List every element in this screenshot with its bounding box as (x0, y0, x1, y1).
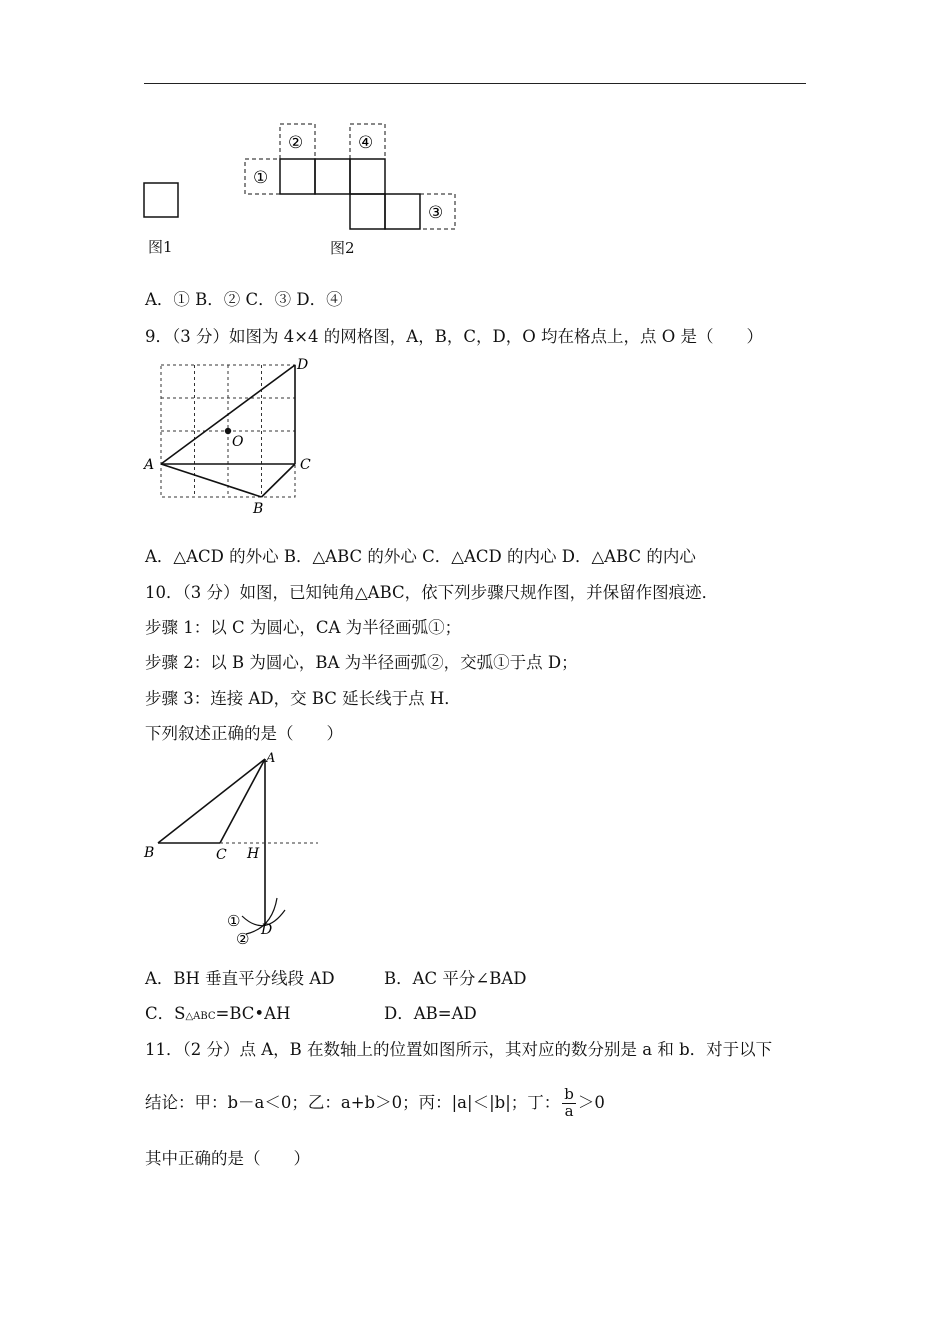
label-A: A (266, 751, 276, 766)
q10-option-c: C．S△ABC=BC•AH (145, 1004, 291, 1023)
label-A: A (144, 457, 155, 473)
q10-step2: 步骤 2：以 B 为圆心，BA 为半径画弧②，交弧①于点 D； (145, 653, 578, 672)
label-arc1: ① (227, 912, 241, 930)
area-subscript: △ABC (185, 1011, 216, 1022)
q10-option-d: D．AB=AD (384, 1004, 477, 1023)
q11-ask: 其中正确的是（ ） (145, 1149, 310, 1168)
q10-construction-figure (138, 748, 328, 953)
q11-stem: 11．（2 分）点 A，B 在数轴上的位置如图所示，其对应的数分别是 a 和 b．对于以下 (145, 1040, 773, 1059)
q9-options: A．△ACD 的外心 B．△ABC 的外心 C．△ACD 的内心 D．△ABC 的内心 (145, 547, 696, 566)
q10-option-b: B．AC 平分∠BAD (384, 969, 527, 988)
fig1-square (144, 183, 178, 217)
cube-net-figure (130, 115, 470, 265)
q8-options: A．① B．② C．③ D．④ (145, 290, 343, 309)
label-H: H (247, 846, 260, 862)
fig2-net (280, 159, 420, 229)
q10-step3: 步骤 3：连接 AD，交 BC 延长线于点 H． (145, 689, 461, 708)
label-B: B (144, 845, 155, 861)
fig1-label: 图1 (148, 238, 173, 256)
marker-4: ④ (358, 133, 374, 153)
marker-3: ③ (428, 203, 444, 223)
fig2-label: 图2 (330, 239, 355, 257)
segment-BA (158, 759, 265, 843)
q10-ask: 下列叙述正确的是（ ） (145, 724, 343, 743)
label-D: D (261, 922, 273, 938)
q10-option-a: A．BH 垂直平分线段 AD (145, 969, 335, 988)
marker-1: ① (253, 168, 269, 188)
header-rule (144, 83, 806, 84)
q11-conclusions: 结论：甲：b－a＜0；乙：a+b＞0；丙：|a|＜|b|；丁： $\frac{b}{a}$ ＞0 (145, 1085, 605, 1120)
marker-2: ② (288, 133, 304, 153)
label-C: C (300, 457, 311, 473)
segment-CA (220, 759, 265, 843)
fraction-b-over-a: $\frac{b}{a}$ (564, 1085, 574, 1120)
label-C: C (216, 847, 227, 863)
q9-grid-figure (140, 355, 330, 520)
label-B: B (253, 501, 264, 517)
label-O: O (232, 434, 244, 450)
label-D: D (297, 357, 309, 373)
q10-step1: 步骤 1：以 C 为圆心，CA 为半径画弧①； (145, 618, 462, 637)
label-arc2: ② (236, 930, 250, 948)
q9-stem: 9．（3 分）如图为 4×4 的网格图，A，B，C，D，O 均在格点上，点 O 是（ ） (145, 327, 763, 346)
point-O (225, 428, 231, 434)
q10-stem: 10．（3 分）如图，已知钝角△ABC，依下列步骤尺规作图，并保留作图痕迹． (145, 583, 719, 602)
